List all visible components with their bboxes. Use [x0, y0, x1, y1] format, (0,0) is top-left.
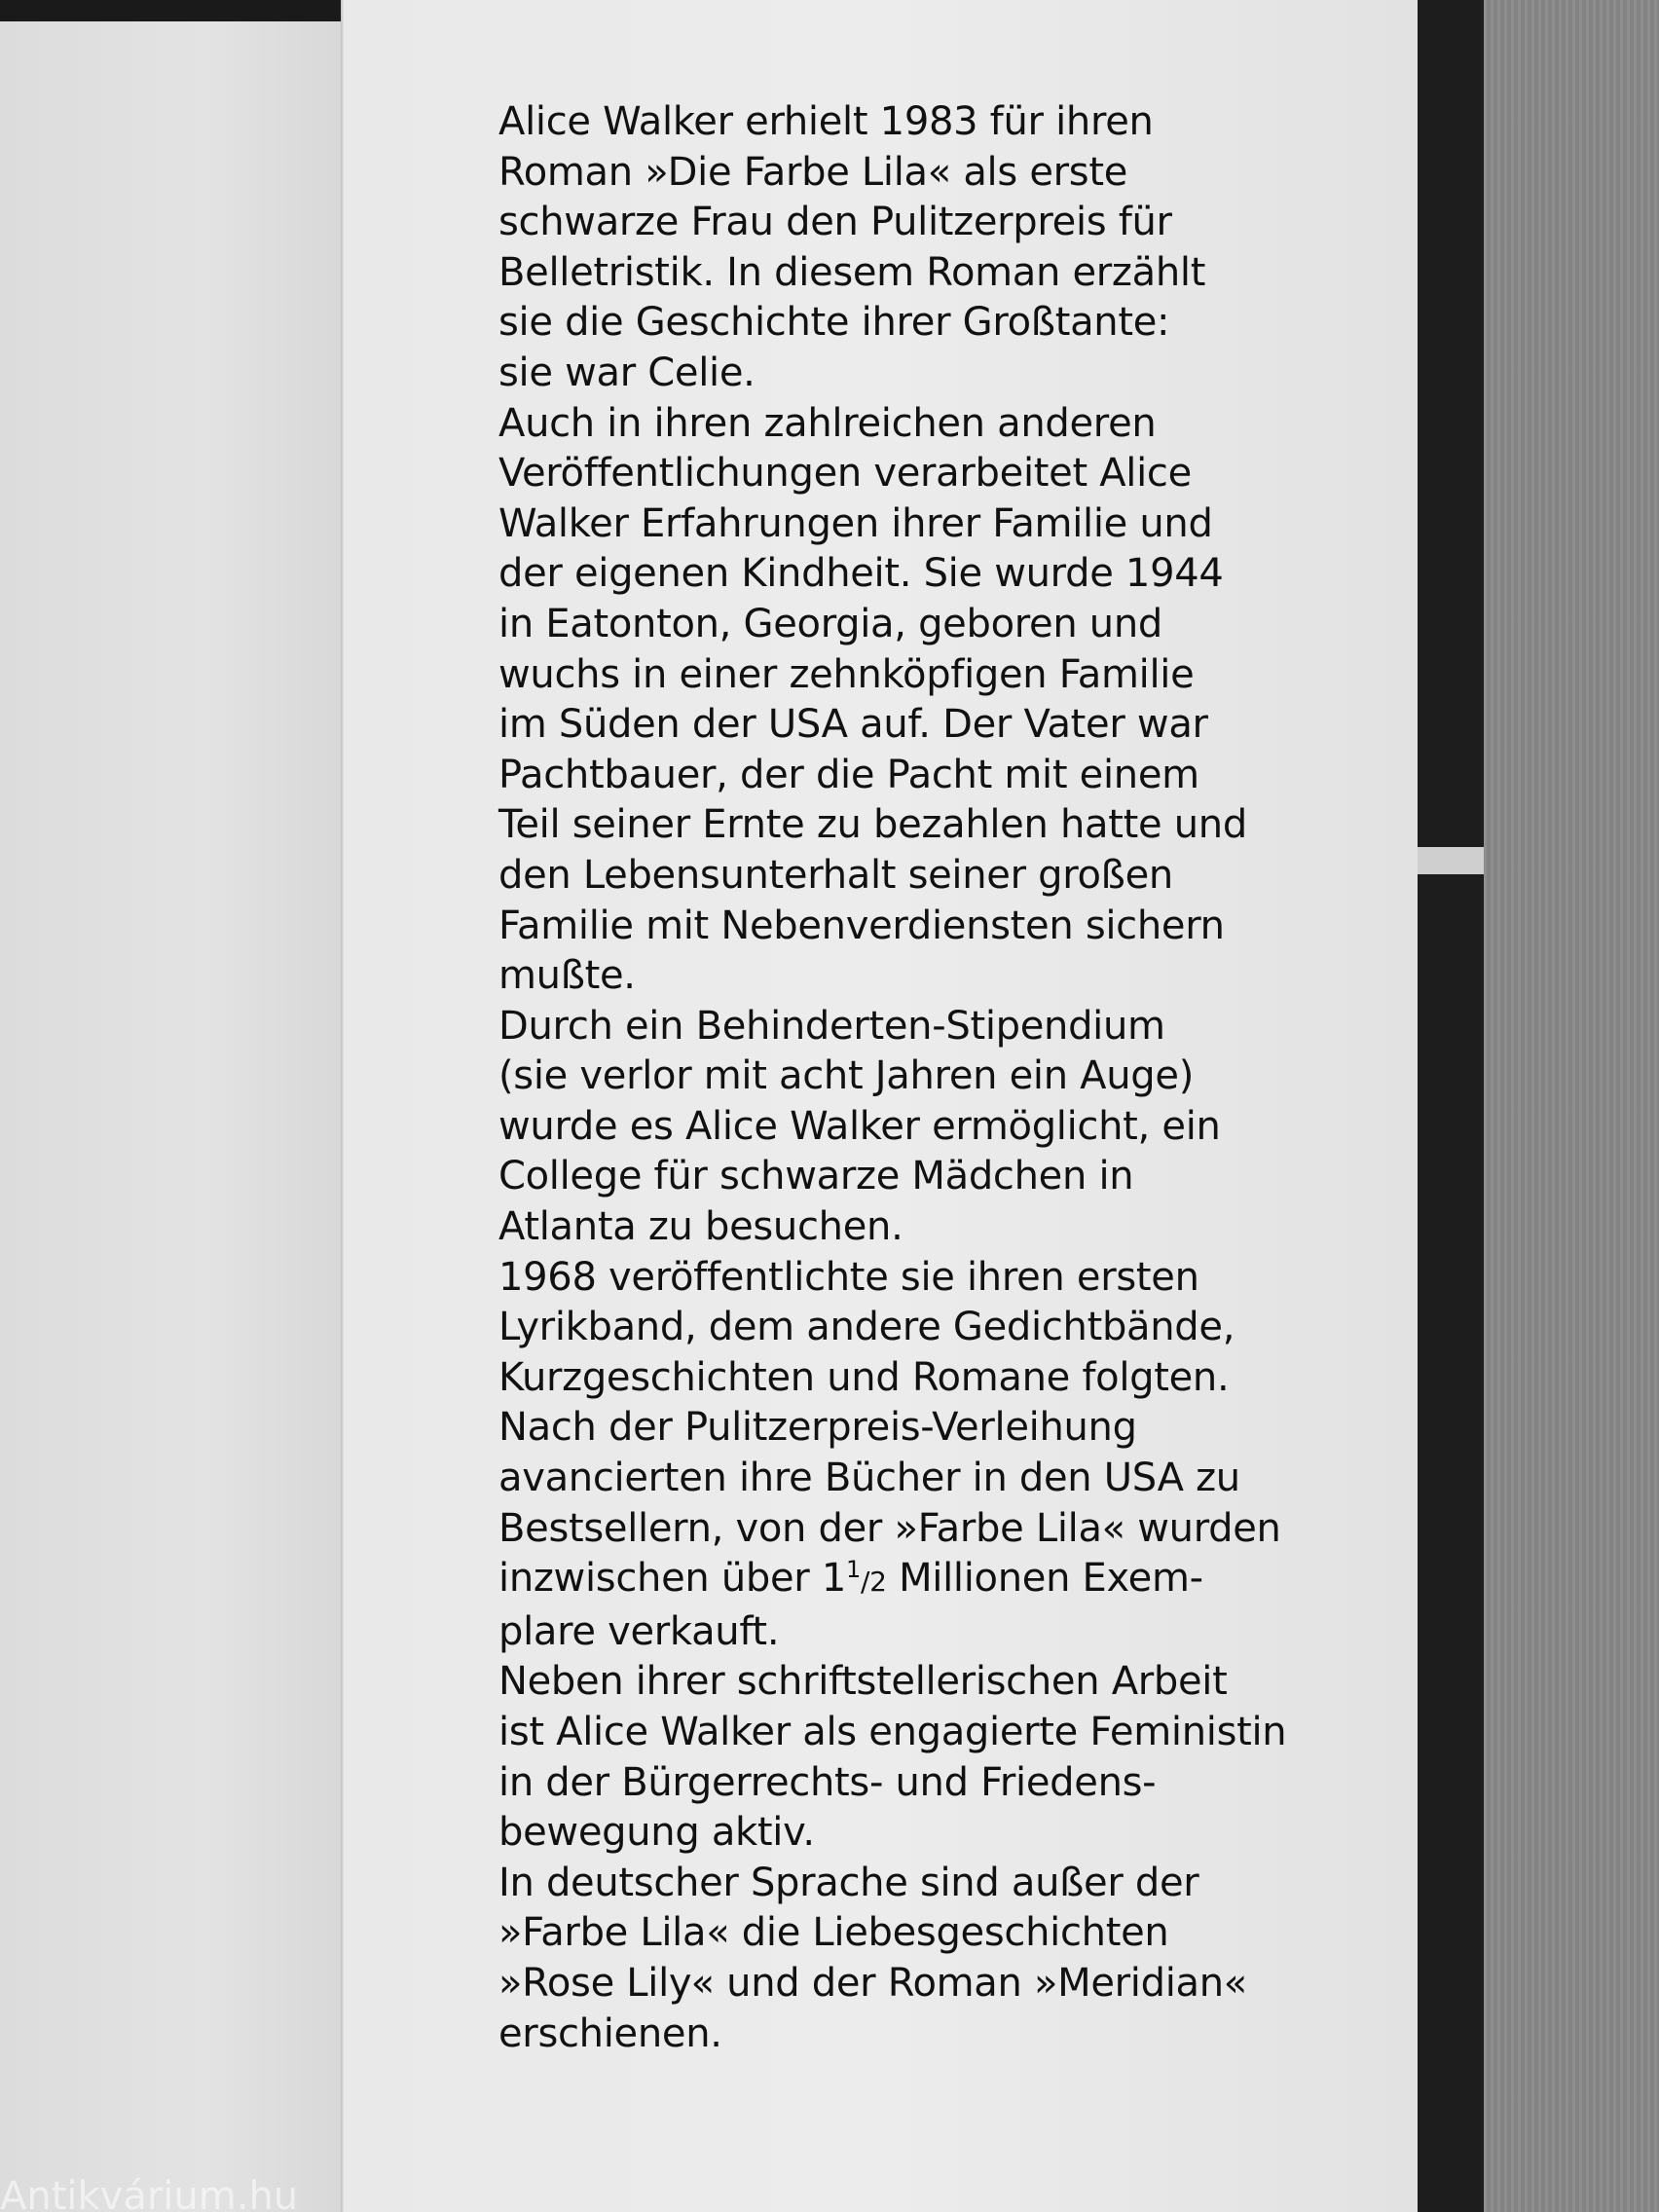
bio-line: Roman »Die Farbe Lila« als erste [498, 149, 1128, 195]
cover-edge [1418, 0, 1484, 2212]
fraction-line-after: Millionen Exem- [886, 1556, 1203, 1602]
fraction-numerator: 1 [846, 1556, 861, 1584]
bio-line: plare verkauft. [498, 1608, 780, 1654]
bio-line: 1968 veröffentlichte sie ihren ersten [498, 1254, 1199, 1300]
left-flap [0, 0, 343, 2212]
author-biography [498, 97, 1307, 2059]
bio-line: in der Bürgerrechts- und Friedens- [498, 1759, 1157, 1805]
bio-line: in Eatonton, Georgia, geboren und [498, 601, 1162, 646]
backdrop [1484, 0, 1659, 2212]
bio-line: Durch ein Behinderten-Stipendium [498, 1003, 1165, 1049]
bio-line: Veröffentlichungen verarbeitet Alice [498, 451, 1192, 497]
bio-line: ist Alice Walker als engagierte Feministin [498, 1710, 1287, 1754]
fraction-denominator: 2 [869, 1566, 887, 1599]
bio-line: mußte. [498, 953, 636, 999]
cover-edge-stripe [1418, 847, 1484, 874]
bio-line: Kurzgeschichten und Romane folgten. [498, 1354, 1230, 1400]
bio-line: Belletristik. In diesem Roman erzählt [498, 249, 1206, 295]
bio-line: In deutscher Sprache sind außer der [498, 1860, 1199, 1905]
bio-line: Neben ihrer schriftstellerischen Arbeit [498, 1659, 1228, 1705]
bio-line: Auch in ihren zahlreichen anderen [498, 400, 1157, 446]
bio-line: »Farbe Lila« die Liebesgeschichten [498, 1910, 1169, 1956]
bio-line: College für schwarze Mädchen in [498, 1154, 1134, 1199]
bio-line: avancierten ihre Bücher in den USA zu [498, 1456, 1240, 1501]
bio-line: sie war Celie. [498, 350, 756, 395]
bio-line: Lyrikband, dem andere Gedichtbände, [498, 1305, 1235, 1350]
bio-line: wuchs in einer zehnköpfigen Familie [498, 651, 1195, 697]
bio-line: Alice Walker erhielt 1983 für ihren [498, 99, 1154, 144]
bio-line: Walker Erfahrungen ihrer Familie und [498, 500, 1213, 546]
bio-line-fraction [498, 1554, 1307, 1607]
watermark-text: Antikvárium.hu [0, 2177, 299, 2212]
bio-line: wurde es Alice Walker ermöglicht, ein [498, 1103, 1221, 1149]
bio-line: Teil seiner Ernte zu bezahlen hatte und [498, 802, 1247, 848]
bio-line: der eigenen Kindheit. Sie wurde 1944 [498, 551, 1224, 597]
bio-line: (sie verlor mit acht Jahren ein Auge) [498, 1053, 1194, 1099]
bio-line: erschienen. [498, 2010, 722, 2056]
bio-line: Bestsellern, von der »Farbe Lila« wurden [498, 1505, 1281, 1551]
bio-line: Pachtbauer, der die Pacht mit einem [498, 752, 1199, 797]
bio-line: »Rose Lily« und der Roman »Meridian« [498, 1960, 1247, 2006]
fraction-slash: / [861, 1566, 870, 1599]
bio-line: im Süden der USA auf. Der Vater war [498, 702, 1208, 748]
bio-line: schwarze Frau den Pulitzerpreis für [498, 200, 1172, 245]
bio-line: Familie mit Nebenverdiensten sichern [498, 903, 1225, 948]
bio-line: bewegung aktiv. [498, 1810, 815, 1856]
bio-line: Atlanta zu besuchen. [498, 1204, 903, 1250]
bio-line: sie die Geschichte ihrer Großtante: [498, 300, 1170, 346]
bio-line: den Lebensunterhalt seiner großen [498, 852, 1173, 898]
left-flap-top-edge [0, 0, 343, 21]
bio-line: Nach der Pulitzerpreis-Verleihung [498, 1405, 1137, 1451]
fraction-line-before: inzwischen über 1 [498, 1556, 847, 1602]
